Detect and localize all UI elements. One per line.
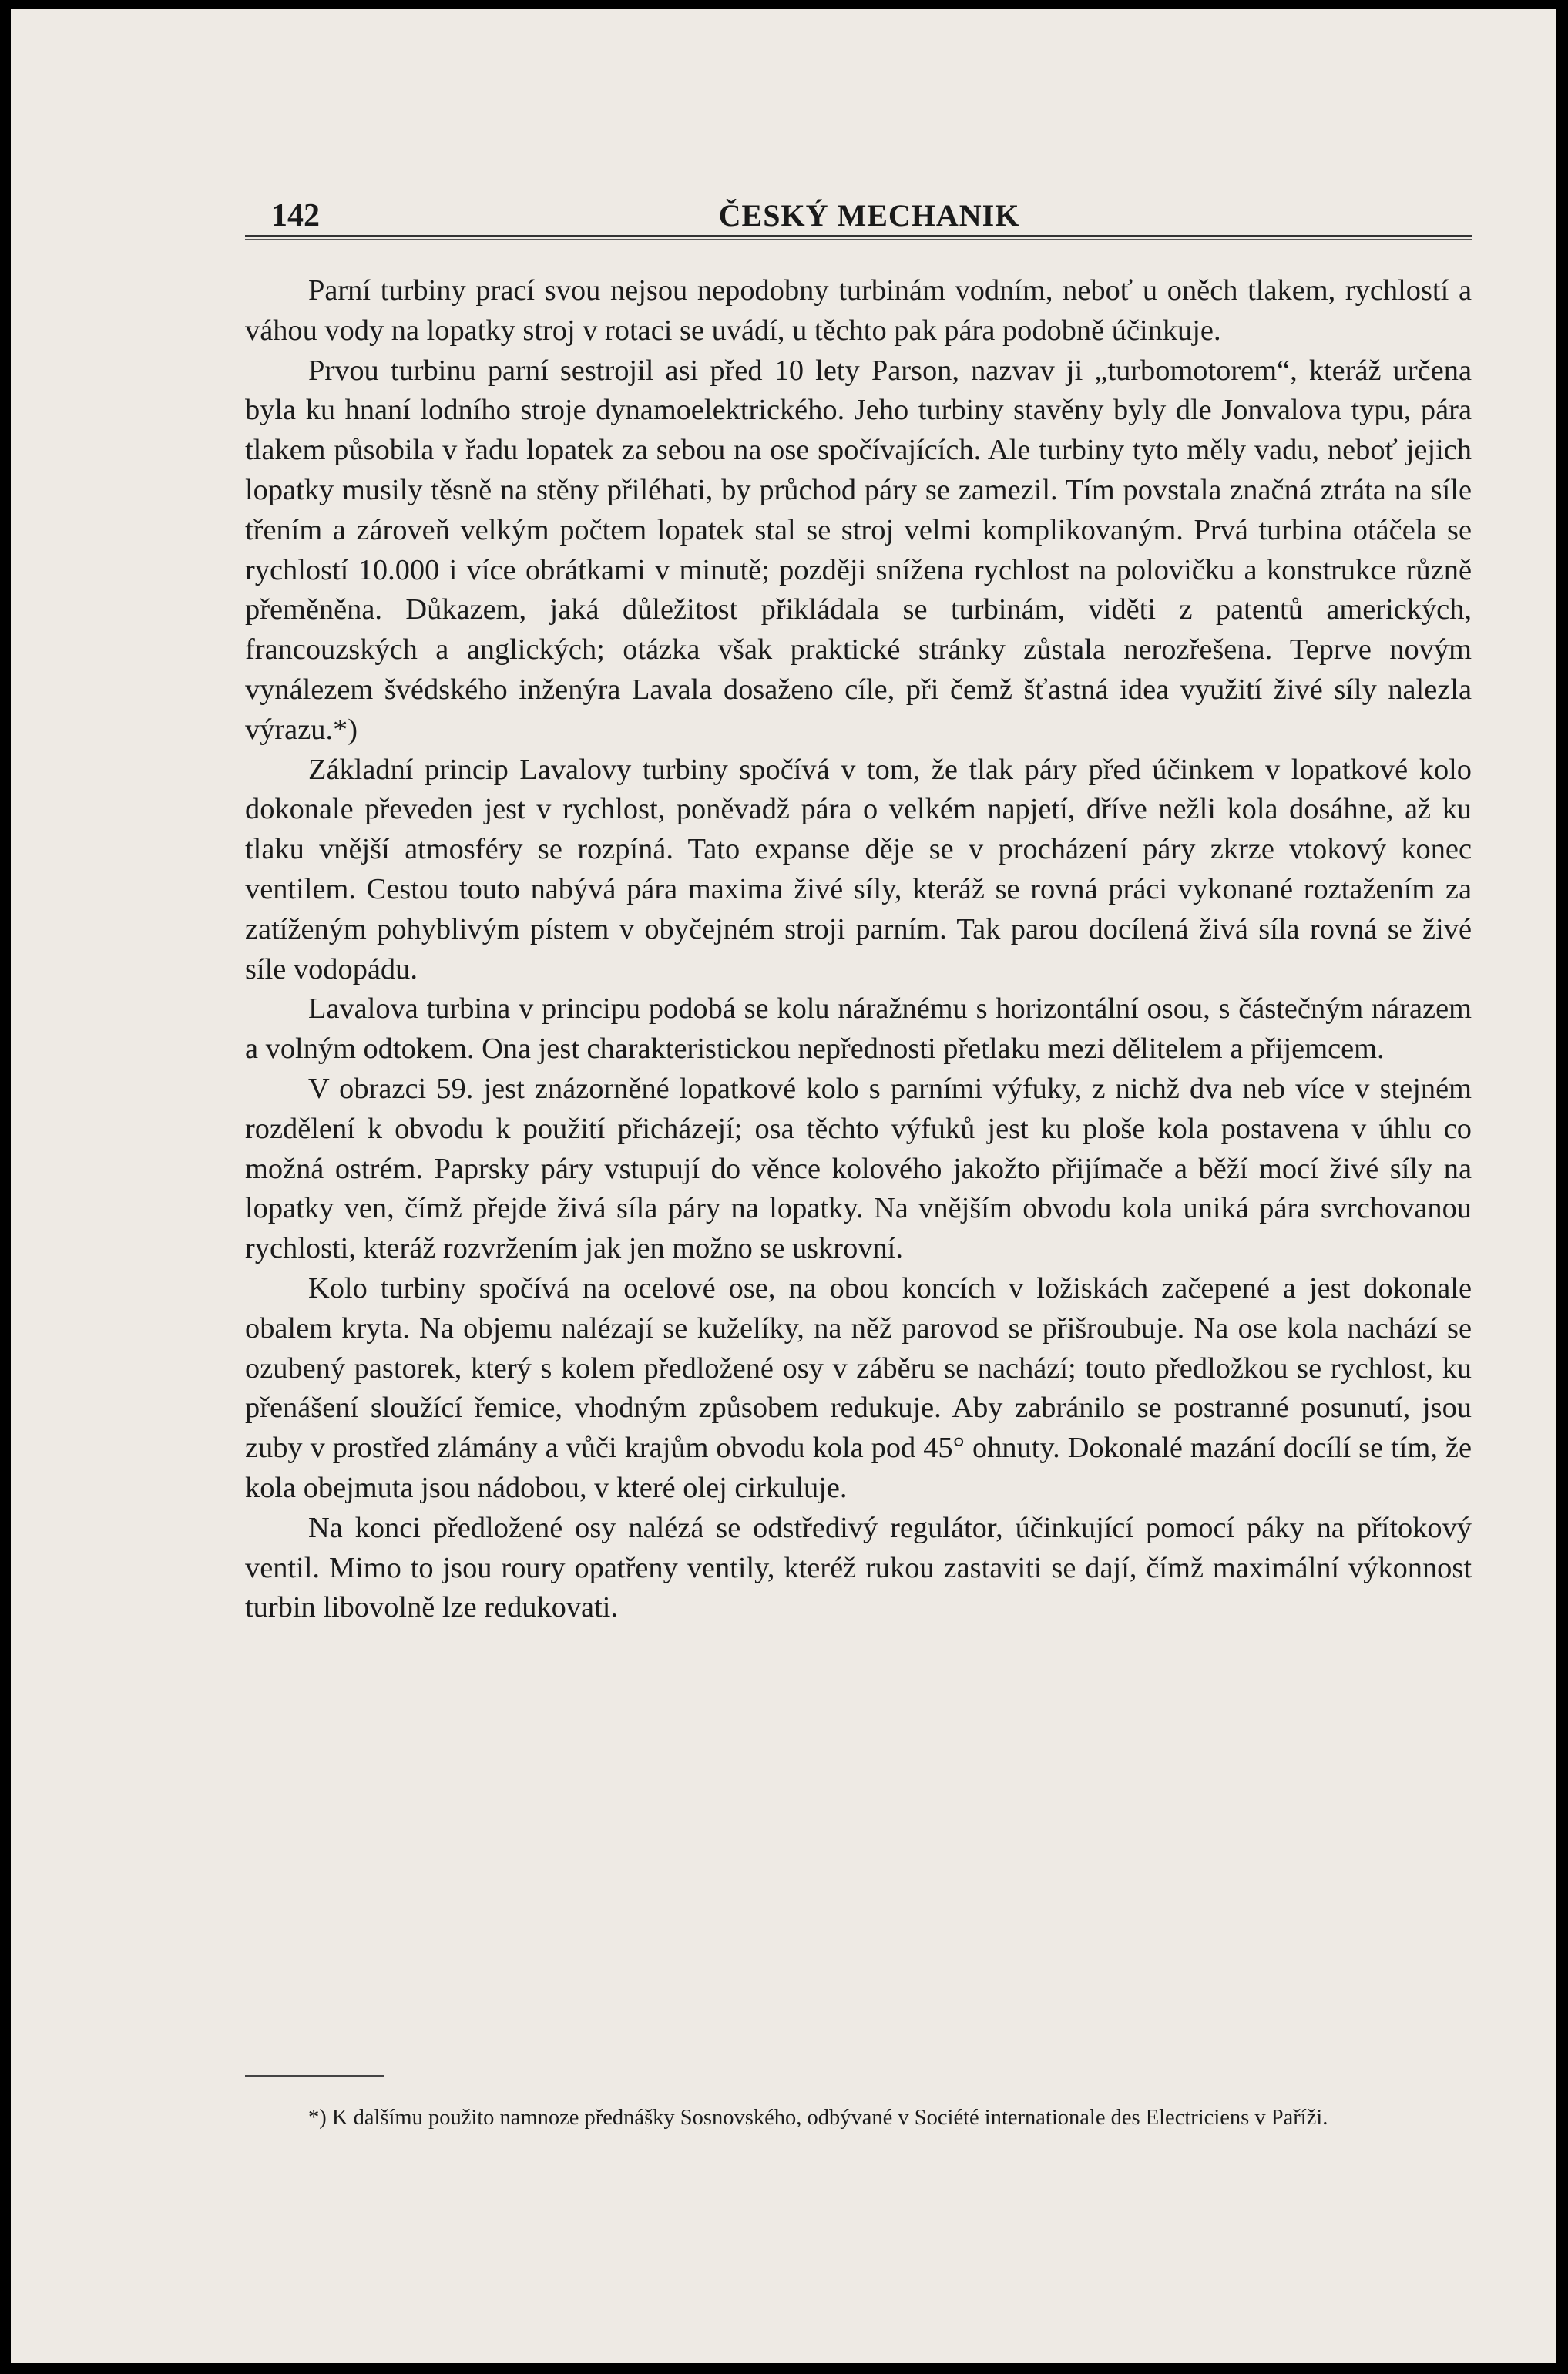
footnote-text: *) K dalšímu použito namnoze přednášky Sosnovského, odbývané v Société internationale des Electriciens v Paříži. <box>308 2106 1328 2130</box>
footnote <box>245 2102 1472 2134</box>
page-number: 142 <box>271 198 320 233</box>
header-rule <box>245 235 1472 240</box>
paragraph: V obrazci 59. jest znázorněné lopatkové kolo s parními výfuky, z nichž dva neb více v stejném rozdělení k obvodu k použití přicházejí; osa těchto výfuků jest ku ploše kola postavena v úhlu co možná ostrém. Paprsky páry vstupují do věnce kolového jakožto přijímače a běží mocí živé síly na lopatky ven, čímž přejde živá síla páry na lopatky. Na vnějším obvodu kola uniká pára svrchovanou rychlosti, kteráž rozvržením jak jen možno se uskrovní. <box>245 1072 1472 1265</box>
paragraph: Na konci předložené osy nalézá se odstředivý regulátor, účinkující pomocí páky na přítokový ventil. Mimo to jsou roury opatřeny ventily, kteréž rukou zastaviti se dají, čímž maximální výkonnost turbin libovolně lze redukovati. <box>245 1511 1472 1624</box>
main-text <box>245 271 1472 1628</box>
paragraph: Základní princip Lavalovy turbiny spočívá v tom, že tlak páry před účinkem v lopatkové kolo dokonale převeden jest v rychlost, poněvadž pára o velkém napjetí, dříve nežli kola dosáhne, až ku tlaku vnější atmosféry se rozpíná. Tato expanse děje se v procházení páry zkrze vtokový konec ventilem. Cestou touto nabývá pára maxima živé síly, kteráž se rovná práci vykonané roztažením za zatíženým pohyblivým pístem v obyčejném stroji parním. Tak parou docílená živá síla rovná se živé síle vodopádu. <box>245 753 1472 986</box>
paragraph: Parní turbiny prací svou nejsou nepodobny turbinám vodním, neboť u oněch tlakem, rychlostí a váhou vody na lopatky stroj v rotaci se uvádí, u těchto pak pára podobně účinkuje. <box>245 274 1472 347</box>
paragraph: Kolo turbiny spočívá na ocelové ose, na obou koncích v ložiskách začepené a jest dokonale obalem kryta. Na objemu nalézají se kuželíky, na něž parovod se přišroubuje. Na ose kola nachází se ozubený pastorek, který s kolem předložené osy v záběru se nachází; touto předložkou se rychlost, ku přenášení sloužící řemice, vhodným způsobem redukuje. Aby zabránilo se postranné posunutí, jsou zuby v prostřed zlámány a vůči krajům obvodu kola pod 45° ohnuty. Dokonalé mazání docílí se tím, že kola obejmuta jsou nádobou, v které olej cirkuluje. <box>245 1271 1472 1504</box>
paragraph: Prvou turbinu parní sestrojil asi před 10 lety Parson, nazvav ji „turbomotorem“, kteráž určena byla ku hnaní lodního stroje dynamoelektrického. Jeho turbiny stavěny byly dle Jonvalova typu, pára tlakem působila v řadu lopatek za sebou na ose spočívajících. Ale turbiny tyto měly vadu, neboť jejich lopatky musily těsně na stěny přiléhati, by průchod páry se zamezil. Tím povstala značná ztráta na síle třením a zároveň velkým počtem lopatek stal se stroj velmi komplikovaným. Prvá turbina otáčela se rychlostí 10.000 i více obrátkami v minutě; později snížena rychlost na polovičku a konstrukce různě přeměněna. Důkazem, jaká důležitost přikládala se turbinám, viděti z patentů amerických, francouzských a anglických; otázka však praktické stránky zůstala nerozřešena. Teprve novým vynálezem švédského inženýra Lavala dosaženo cíle, při čemž šťastná idea využití živé síly nalezla výrazu.*) <box>245 354 1472 746</box>
running-title: ČESKÝ MECHANIK <box>718 198 1020 233</box>
page-header <box>256 193 1482 239</box>
footnote-rule <box>245 2075 384 2077</box>
paragraph: Lavalova turbina v principu podobá se kolu náražnému s horizontální osou, s částečným nárazem a volným odtokem. Ona jest charakteristickou nepřednosti přetlaku mezi dělitelem a přijemcem. <box>245 992 1472 1066</box>
